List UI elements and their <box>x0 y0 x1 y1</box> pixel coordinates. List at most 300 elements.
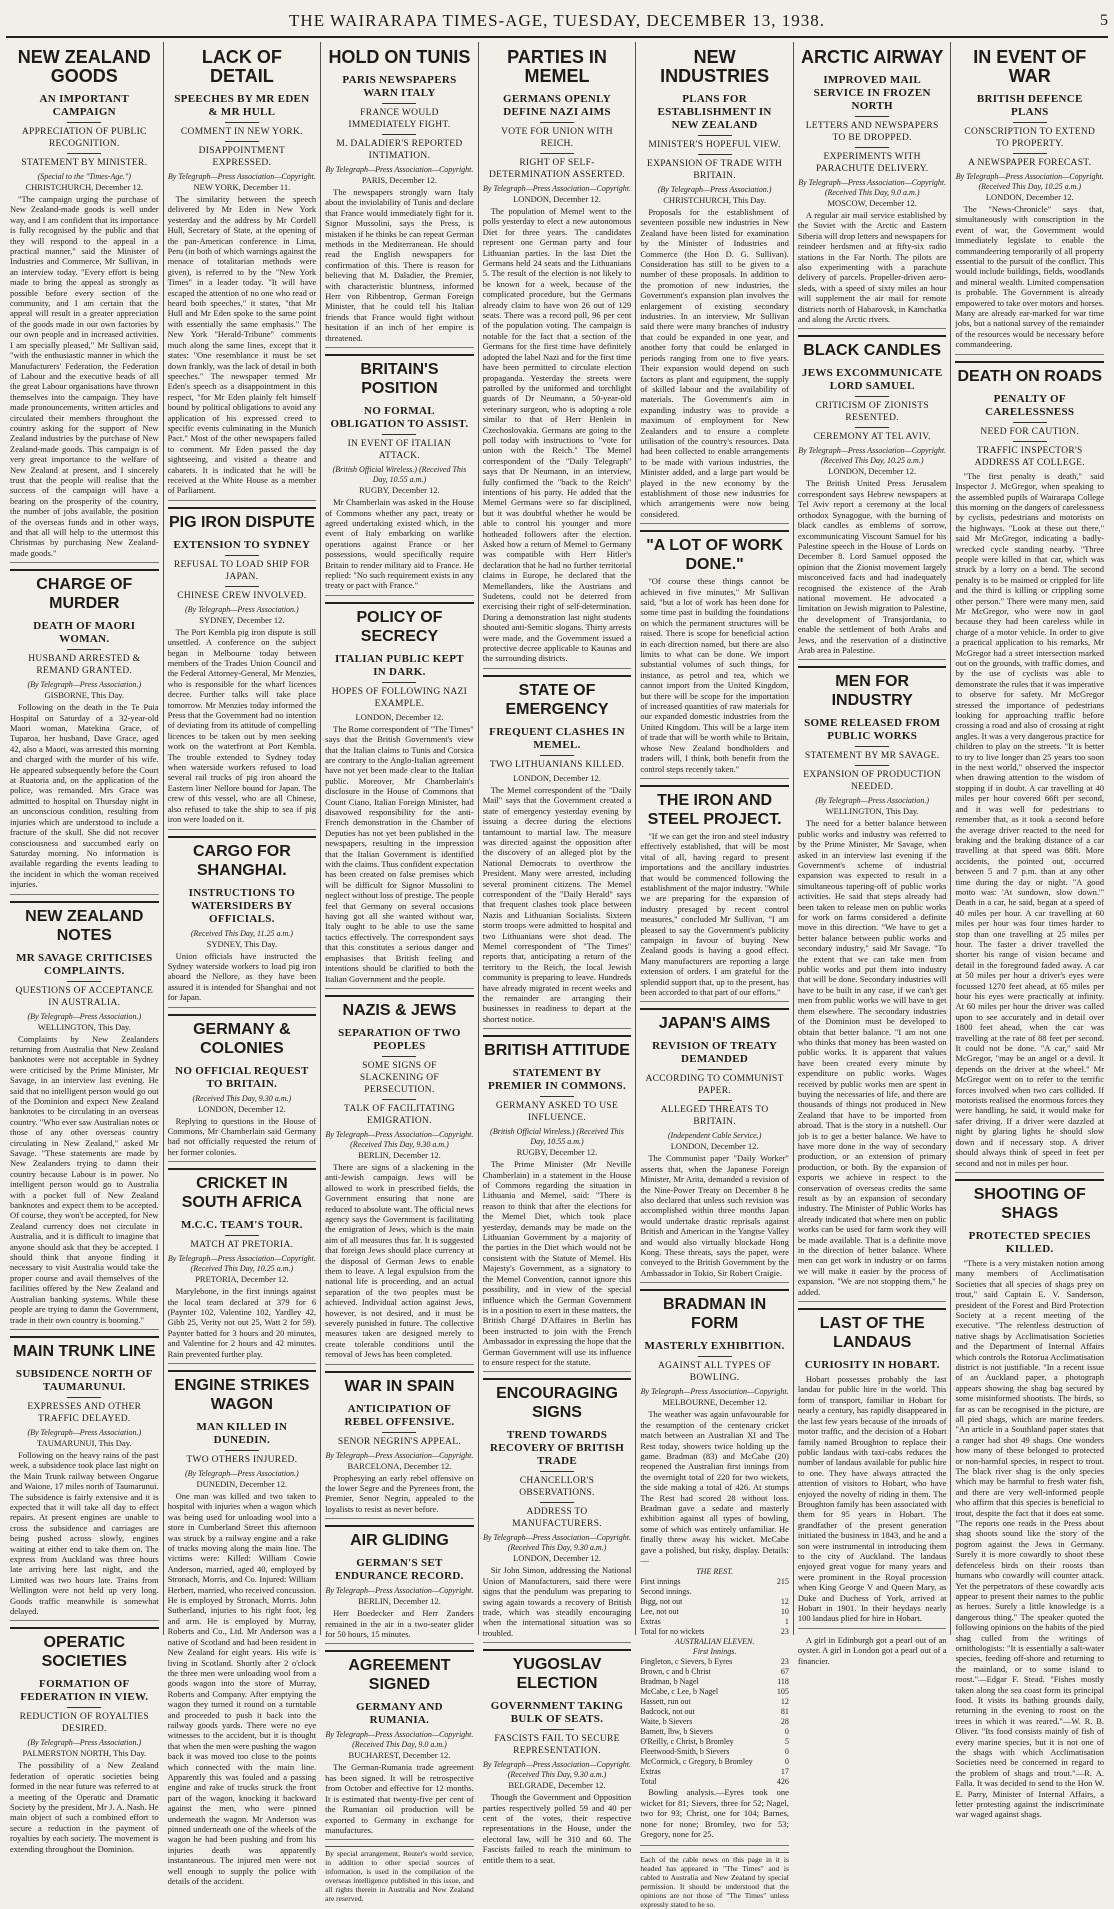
byline: (By Telegraph—Press Association.) <box>27 1427 142 1437</box>
divider-rule <box>67 153 101 154</box>
dateline: LONDON, December 12. <box>513 194 601 204</box>
subheading: SUBSIDENCE NORTH OF TAUMARUNUI. <box>15 1367 153 1393</box>
byline: By Telegraph—Press Association—Copyright. <box>325 165 474 174</box>
score-value: 0 <box>784 1757 789 1767</box>
article-body: A girl in Edinburgh got a pearl out of an oyster. A girl in London got a pearl out of a financier. <box>797 1634 947 1666</box>
subheading: JEWS EXCOMMUNICATE LORD SAMUEL <box>801 367 943 393</box>
subheading: HUSBAND ARRESTED & REMAND GRANTED. <box>28 654 141 677</box>
divider-rule <box>225 555 259 556</box>
byline: (By Telegraph—Press Association.) <box>27 1738 142 1748</box>
score-label: First innings <box>640 1577 681 1587</box>
score-row <box>640 1597 789 1607</box>
subheading: FORMATION OF FEDERATION IN VIEW. <box>20 1678 149 1704</box>
subheading: COMMENT IN NEW YORK. <box>180 127 303 137</box>
article-body: The Memel correspondent of the "Daily Mail" says that the Government created a state of emergency yesterday evening by issuing a decree during the elections tantamount to martial law. The measure was directed against the opposition after the discovery of an alleged plot by the National Democrats to overthrow the President. Many were arrested, including several prominent citizens. The Memel correspondent of the "Daily Herald" says that frequent clashes took place between Nazis and Lithuanian Socialists. Sixteen storm troops were admitted to hospital and two Lithuanians were shot dead. The Memel correspondent of "The Times" reports that, anticipating a return of the territory to the Reich, the local Jewish community is preparing to leave. Hundreds have already migrated in recent weeks and the remainder are arranging their businesses in readiness to depart at the shortest notice. <box>482 784 632 1024</box>
score-value: 118 <box>777 1677 789 1687</box>
article-body: The weather was again unfavourable for the resumption of the centenary cricket match between an Australian XI and The Rest today, showers twice holding up the game. Bradman (83) and McCabe (20) reopened the Australian first innings from the overnight total of 220 for two wickets, the side making a total of 426. At stumps The Rest had scored 28 without loss. Bradman gave a sedate and masterly exhibition against all types of bowling, some of which was entirely unfamiliar. He finally threw away his wicket. McCabe gave a polished, but risky, display. Details:— <box>640 1409 789 1565</box>
divider-rule <box>382 682 416 683</box>
divider-rule <box>698 1069 732 1070</box>
score-row <box>640 1667 789 1677</box>
dateline: LONDON, December 12. <box>197 1103 286 1114</box>
divider-rule <box>540 755 574 756</box>
subheading: PARIS NEWSPAPERS WARN ITALY <box>342 74 457 99</box>
byline: (By Telegraph—Press Association.) <box>815 796 930 806</box>
article-body: Mr Chamberlain was asked in the House of Commons whether any pact, treaty or agreed undertaking existed which, in the event of Italy embarking on warlike operations against France or her possessions, would specifically require Britain to render military aid to France. He replied: "No such requirement exists in any treaty or pact with France." <box>325 497 474 591</box>
subheading: EXPANSION OF TRADE WITH BRITAIN. <box>646 159 783 181</box>
score-label: Bradman, b Nagel <box>640 1677 699 1687</box>
subheading: M.C.C. TEAM'S TOUR. <box>180 1219 303 1232</box>
dateline: NEW YORK, December 11. <box>193 182 291 192</box>
headline: POLICY OF SECRECY <box>325 602 474 648</box>
dateline: BERLIN, December 12. <box>358 1149 441 1160</box>
column-4 <box>479 42 637 1865</box>
divider-rule <box>540 153 574 154</box>
divider-rule <box>1013 422 1047 423</box>
article-body: "There is a very mistaken notion among many members of Acclimatisation Societies that all species of shags prey on trout," said Captain E. V. Sanderson, president of the Forest and Bird Protection Society at a recent meeting of the executive. "The relentless destruction of native shags by Acclimatisation Societies and the Department of Internal Affairs which controls the Rotorua Acclimatisation district is not justifiable. "In a recent issue of an Auckland paper, a photograph appears showing the shag bag secured by some misinformed shootists. The birds, so far as can be recognised in the picture, are all pied shags, which are marine feeders. "An article in a Southland paper states that a ranger had shot 49 shags. One wonders how many of these belonged to protected or non-harmful species, in respect to trout. The black river shag is the only species which may be harmful to fresh water fish, and there are very well-informed people who affirm that this species is beneficial to trout, despite the fact that it does eat some. "The reports one reads in the Press about shag shoots sound like the story of the pogrom against the Jews in Germany. Surely it is more cowardly to shoot these defenceless birds on their roosts than humans who cowardly will counter attack. Yet the perpetrators of these cowardly acts appear to present their names to the public as heroes. Surely a little knowledge is a dangerous thing." The speaker quoted the following opinions on the habits of the pied shag culled from the writings of ornithologists: "It is essentially a salt-water species, feeding off-shore and returning to the mainland, or to some island to roost."—Edgar F. Stead. "Fishes mostly taken along the sea coast form its principal food. It visits its bathing grounds daily, returning in the evening to roost on the trees in which it was reared."—W. R. B. Oliver. "Its food consists mainly of fish of every marine species, but it is not one of the shags with which Acclimatisation Societies need be concerned in regard to the problem of shags and trout."—R. A. Falla. It was decided to send to the Hon W. E. Parry, Minister of Internal Affairs, a letter protesting against the indiscriminate war waged against shags. <box>955 1257 1105 1820</box>
divider-rule <box>225 122 259 123</box>
article <box>640 530 789 779</box>
byline: (British Official Wireless.) (Received This Day, 10.55 a.m.) <box>490 1127 624 1147</box>
masthead <box>6 6 1108 38</box>
divider-rule <box>225 1235 259 1236</box>
byline: (By Telegraph—Press Association.) <box>657 185 772 194</box>
score-value: 17 <box>780 1767 789 1777</box>
article-body: The German-Rumania trade agreement has been signed. It will be retrospective from October and effective for 12 months. It is estimated that twenty-five per cent of the Rumanian oil production will be exported to Germany in exchange for manufactures. <box>325 1762 474 1835</box>
dateline: WELLINGTON, This Day. <box>37 1021 131 1032</box>
article-body: Complaints by New Zealanders returning from Australia that New Zealand banknotes were not acceptable in Sydney were criticised by the Prime Minister, Mr Savage, in an interview last evening. He said that no intelligent person would go out of the Dominion and expect New Zealand banknotes to be circulating in an overseas country. "Who ever saw Australian notes or those of any other overseas country circulating in New Zealand," asked Mr Savage. "These statements are made by New Zealanders trying to damn their country because Labour is in power. No intelligent person would go to Australia with a pocket full of New Zealand banknotes and expect them to be accepted. Of course, they won't be accepted, for New Zealand currency does not circulate in Australia, and it is difficult to imagine that anyone should ask that they be accepted. I should think that anyone finding it necessary to visit Australia would take the proper course and avail themselves of the facilities offered by the New Zealand and Australian banking systems. While these people are trying to damn the Government, trade in their own country is booming." <box>10 1033 159 1325</box>
byline: (Received This Day, 11.25 a.m.) <box>190 928 293 938</box>
subheading: PENALTY OF CARELESSNESS <box>985 392 1075 418</box>
article-body: "The campaign urging the purchase of New Zealand-made goods is well under way, and I am confident that its importance is fully recognised by the public and that they will respond to the appeal in a practical manner," said the Minister of Industries and Commerce, Mr Sullivan, in an interview today. "Every effort is being made to bring the appeal as strongly as possible before every section of the community, and I am certain that the appeal will result in a greater appreciation of the goods made in our own factories by our own people and in increased activities. I am specially pleased," Mr Sullivan said, "with the enthusiastic manner in which the Manufacturers' Federation, the Federation of Labour and the executive heads of all the great Labour organisations have thrown themselves into the campaign. They have made pronouncements, written articles and circulated their members throughout the country asking for the support of New Zealand industries by the purchase of New Zealand-made goods. This campaign is of very great importance to the welfare of New Zealand at present, and I sincerely trust that the people will realise that the success of the campaign will have a bearing on the prosperity of the country, the number of jobs available, the position of the overseas funds and in other ways, and that all will help to the uttermost this Christmas by purchasing New Zealand-made goods." <box>10 194 159 558</box>
subheading: NO OFFICIAL REQUEST TO BRITAIN. <box>175 1064 309 1090</box>
scorecard-title: THE REST. <box>696 1567 733 1577</box>
score-value: 28 <box>780 1717 789 1727</box>
subheading: DISAPPOINTMENT EXPRESSED. <box>198 146 286 168</box>
score-value: 81 <box>780 1707 789 1717</box>
headline: GERMANY & COLONIES <box>168 1014 317 1060</box>
headline: MEN FOR INDUSTRY <box>798 666 947 712</box>
dateline: SYDNEY, December 12. <box>199 614 285 625</box>
divider-rule <box>540 1502 574 1503</box>
dateline: PALMERSTON NORTH, This Day. <box>22 1748 147 1759</box>
score-value: 12 <box>780 1597 789 1607</box>
divider-rule <box>540 122 574 123</box>
headline: ARCTIC AIRWAY <box>801 47 944 67</box>
subheading: STATEMENT BY MR SAVAGE. <box>804 751 940 762</box>
divider-rule <box>382 103 416 104</box>
score-value: 10 <box>780 1607 789 1617</box>
headline: SHOOTING OF SHAGS <box>955 1179 1104 1225</box>
article-body: The population of Memel went to the polls yesterday to elect a new autonomous Diet for three years. The candidates represent one German party and four Lithuanian parties. In the last Diet the Germans held 24 seats and the Lithuanians 5. The result of the election is not likely to be known for a week, because of the complicated procedure, but the Germans already claim to have won 26 out of 129 seats. There was a record poll, 96 per cent of the population voting. The campaign is notable for the fact that a section of the Germans for the first time have definitely adopted the label Nazi and for the first time have been permitted to circulate election propaganda. Yesterday the streets were patrolled by the uniformed and torchlight guards of Dr Neumann, a 50-year-old veterinary surgeon, who is adopting a role similar to that of Herr Henlein in Czechoslovakia. Germans are going to the poll today with instructions to "vote for union with the Reich." The Memel correspondent of the "Daily Telegraph" says that Dr Neumann, in an interview, fully confirmed the "back to the Reich" intentions of his party. He added that the Memel Germans were so far disciplined, but it was doubtful whether he would be able to control his younger and more hotheaded followers after the election. Asked how a return of Memel to Germany was compatible with Herr Hitler's declaration that he had no further territorial claims in Europe, he declared that the Memellanders, like the Austrians and Sudetens, could not be deterred from exercising their right of self-determination. During a demonstration last night students shouted anti-Semitic slogans. Thirty arrests were made, and the Government issued a protective decree applicable to Kaunas and the surrounding districts. <box>482 206 632 664</box>
score-label: Second innings. <box>640 1587 692 1597</box>
scorecard <box>640 1567 789 1839</box>
score-row <box>640 1757 789 1767</box>
masthead-title: THE WAIRARAPA TIMES-AGE, TUESDAY, DECEMBER 13, 1938. <box>289 11 825 30</box>
article <box>640 1008 789 1283</box>
score-value: 12 <box>780 1697 789 1707</box>
article <box>168 507 317 830</box>
score-row <box>640 1707 789 1717</box>
article-body: The possibility of a New Zealand federation of operatic societies being formed in the near future was referred to at a meeting of the Operatic and Dramatic Society by the president, Mr J. A. Nash. He main object of such a combined effort to secure a reduction in the payment of royalties by each society. The movement is extending throughout the Dominion. <box>10 1760 159 1854</box>
divider-rule <box>225 586 259 587</box>
divider-rule <box>540 1729 574 1730</box>
divider-rule <box>698 1356 732 1357</box>
article-body: Herr Boedecker and Herr Zanders remained in the air in a two-seater glider for 50 hours, 15 minutes. <box>325 1608 474 1640</box>
subheading: CHANCELLOR'S OBSERVATIONS. <box>519 1476 595 1499</box>
subheading: GOVERNMENT TAKING BULK OF SEATS. <box>490 1700 624 1726</box>
byline: (By Telegraph—Press Association.) <box>27 1011 142 1021</box>
article <box>325 1650 474 1840</box>
byline: By Telegraph—Press Association—Copyright. <box>483 184 631 193</box>
byline: By Telegraph—Press Association—Copyright. <box>640 1387 789 1397</box>
subheading: TRAFFIC INSPECTOR'S ADDRESS AT COLLEGE. <box>974 445 1085 468</box>
subheading: EXPRESSES AND OTHER TRAFFIC DELAYED. <box>27 1401 142 1424</box>
headline: NEW ZEALAND GOODS <box>17 47 151 86</box>
subheading: GERMANS OPENLY DEFINE NAZI AIMS <box>503 93 612 118</box>
headline: HOLD ON TUNIS <box>328 47 471 67</box>
score-label: Fingleton, c Sievers, b Eyres <box>640 1657 733 1667</box>
score-row <box>640 1727 789 1737</box>
byline: (By Telegraph—Press Association.) <box>27 680 142 690</box>
headline: PARTIES IN MEMEL <box>507 47 607 86</box>
subheading: SOME RELEASED FROM PUBLIC WORKS <box>804 717 941 743</box>
subheading: TWO LITHUANIANS KILLED. <box>489 759 625 770</box>
byline: By Telegraph—Press Association—Copyright. <box>167 172 316 181</box>
article-body: Union officials have instructed the Sydney waterside workers to load pig iron aboard the Nellore, as they have been assured it is intended for Shanghai and not for Japan. <box>167 950 317 1003</box>
article <box>168 1370 317 1890</box>
byline: By Telegraph—Press Association—Copyright. (Received This Day, 9.0 a.m.) <box>325 1730 474 1750</box>
divider-rule <box>698 154 732 155</box>
divider-rule <box>855 765 889 766</box>
article <box>798 335 947 660</box>
subheading: GERMANY ASKED TO USE INFLUENCE. <box>495 1101 619 1124</box>
headline: CHARGE OF MURDER <box>10 569 159 615</box>
article-body: The need for a better balance between public works and industry was referred to by the Prime Minister, Mr Savage, when asked in an interview last evening if the Government's scheme of industrial expansion was expected to result in a simultaneous tapering-off of public works activities. He said that steps already had been taken to release men on public works for work on farms considered a definite move in this direction. "We have to get a better balance between public works and secondary industry," said Mr Savage. "To the extent that we can take men from public works and put them into industry that will be done. Secondary industries will have to be built in any case, if we can't get men from public works we will have to get them elsewhere. The secondary industries of the Dominion must be developed to obtain that better balance. "I am not one who thinks that money has been wasted on public works. It is apparent that values have been created every minute by expenditure on public works. Wages received by public works men are spent in buying the necessaries of life, and there are thousands of things not produced in New Zealand that have to be imported from abroad. That is the story in a nutshell. Our job is to get a better balance. We have to have more done in the way of secondary production, or an extension of primary production, or both. By the expansion of exports we achieve in respect to the conservation of overseas credits the same result as by an expansion of secondary industry. The Minister of Public Works has already indicated that where men on public works can be used for farm work they will be made available. That is a definite move in the direction of better balance. Where men can get work in industry or on farms we will make it easier by the process of expansion. "We are not stopping them," he added. <box>797 818 947 1297</box>
article <box>798 44 947 329</box>
article-body: Following on the heavy rains of the past week, a subsidence took place last night on the Main Trunk railway between Ongarue and Waione, 17 miles north of Taumarunui. The subsidence is fairly extensive and it is expected that it will take all day to effect repairs. At present engines are unable to cross the subsidence and carriages are being pushed across slowly, engines waiting at either end to take them on. The express from Auckland was three hours late arriving here last night, and the Limited was two hours late. Trains from Wellington were not held up very long. Goods traffic meanwhile is somewhat delayed. <box>10 1449 159 1616</box>
headline: YUGOSLAV ELECTION <box>483 1649 632 1695</box>
score-row <box>640 1617 789 1627</box>
score-label: Extras <box>640 1767 661 1777</box>
subheading: ADDRESS TO MANUFACTURERS. <box>512 1507 602 1530</box>
divider-rule <box>1013 441 1047 442</box>
subheading: MR SAVAGE CRITICISES COMPLAINTS. <box>16 951 153 977</box>
score-label: O'Reilly, c Christ, b Bromley <box>640 1737 734 1747</box>
footnote: Each of the cable news on this page in it is headed has appeared in "The Times" and is cabled to Australia and New Zealand by special permission. It should be understood that the opinions are not those of "The Times" unless expressly stated to be so. <box>640 1852 789 1909</box>
subheading: CRITICISM OF ZIONISTS RESENTED. <box>815 401 929 424</box>
score-value: 23 <box>780 1627 789 1637</box>
footnote: By special arrangement, Reuter's world service, in addition to other special sources of information, is used in the compilation of the overseas intelligence published in this issue, and all rights therein in Australia and New Zealand are reserved. <box>325 1846 474 1903</box>
subheading: SENOR NEGRIN'S APPEAL. <box>337 1436 461 1447</box>
score-row <box>640 1677 789 1687</box>
subheading: EXPANSION OF PRODUCTION NEEDED. <box>803 770 942 793</box>
divider-rule <box>540 1096 574 1097</box>
subheading: RIGHT OF SELF-DETERMINATION ASSERTED. <box>488 158 626 180</box>
subheading: TWO OTHERS INJURED. <box>186 1455 298 1465</box>
article <box>798 1308 947 1629</box>
subheading: PLANS FOR ESTABLISHMENT IN NEW ZEALAND <box>657 93 772 131</box>
score-row <box>640 1697 789 1707</box>
subheading: CONSCRIPTION TO EXTEND TO PROPERTY. <box>964 127 1096 149</box>
bowling-analysis: Bowling analysis.—Eyres took one wicket for 81; Sievers, three for 52; Nagel, two for 93; Christ, one for 104; Barnes, none for none; Bromley, two for 53; Gregory, none for 25. <box>640 1787 789 1839</box>
subheading: APPRECIATION OF PUBLIC RECOGNITION. <box>21 127 147 149</box>
dateline: RUGBY, December 12. <box>516 1147 598 1158</box>
divider-rule <box>67 1397 101 1398</box>
subheading: NO FORMAL OBLIGATION TO ASSIST. <box>330 405 469 431</box>
score-row <box>640 1747 789 1757</box>
subheading: CURIOSITY IN HOBART. <box>804 1359 940 1372</box>
subheading: BRITISH DEFENCE PLANS <box>976 93 1083 118</box>
byline: By Telegraph—Press Association—Copyright. (Received This Day, 10.25 a.m.) <box>955 172 1104 191</box>
article-body: "Of course these things cannot be achieved in five minutes," Mr Sullivan said, "but a lot of work has been done for some time past in building the foundations on which the permanent structures will be raised. There is scope for beneficial action in each direction named, but there are also limits to what can be done. We import substantial volumes of such things, for instance, as petrol and tea, which we cannot import from the United Kingdom, but there will be scope for the importation of increased quantities of raw materials for our expanded domestic industries from the United Kingdom. This will be a large item of trade that will be worth while to Britain, whose New Zealand bondholders and traders will, I think, both benefit from the control steps recently taken." <box>640 576 789 774</box>
article-body: "The first penalty is death," said Inspector J. McGregor, when speaking to the assembled pupils of Wairarapa College this morning on the dangers of carelessness by cyclists, pedestrians and motorists on the highways. "Look at these out there," said Mr McGregor, indicating a badly-wrecked cycle standing nearby. "Three people were killed in that car, which was struck by a lorry on a bend. The second penalty is to be maimed or crippled for life and the third is killing or crippling some other person." There were many men, said Mr McGregor, who were now in gaol because they had been careless while in charge of a motor vehicle. In order to give a practical application to his remarks, Mr McGregor had a street intersection marked out on the grounds, with traffic domes, and by the use of cyclists was able to demonstrate the rules that it was imperative to observe for safety. Mr McGregor stressed the importance of pedestrians looking for approaching traffic before crossing a road and also of crossing at right angles. It was a very dangerous practice for children to play on the streets. "It is better to try to live longer than 25 years too soon in the next world," observed the inspector when drawing attention to the wisdom of stopping if in doubt. A car travelling at 40 miles per hour covered 66ft per second, and it was well for pedestrians to remember that, as it took a second before the average driver reacted to the need for braking and the braking distance of a car travelling at that speed was 88ft. More accidents, the pointed out, occurred between 5 and 7 p.m. than at any other time during the day or night. "A good motto was: 'At sundown, slow down.'" Death in a car, he said, began at a speed of 40 miles per hour. A car travelling at 60 miles per hour was four times harder to stop than one travelling at 25 miles per hour. The faster a driver travelled the shorter his range of vision became and detail in the foreground faded away. A car at 50 miles per hour a driver's eyes were focussed 1270 feet ahead, at 65 miles per hour his eyes were practically at infinity. At 60 miles per hour the driver was called upon to see accurately and in detail over 1800 feet ahead, when the car was travelling at the rate of 88 feet per second. It could not be done. "A car," said Mr McGregor, "may be an angel or a devil. It depends on the driver at the wheel." Mr McGregor went on to refer to the terrific forces involved when two cars collided. If motorists realised the enormous forces they were handling, he said, it would make for safer driving. If a driver were dazzled at night by glaring lights he should slow down and if necessary stop. A driver should always think of speed in feet per second and not in miles per hour. <box>955 470 1105 1168</box>
article-body: Prophesying an early rebel offensive on the lower Segre and the Pyrenees front, the Premier, Senor Negrin, appealed to the loyalists to resist as never before. <box>325 1472 474 1514</box>
score-label: Lee, not out <box>640 1607 679 1617</box>
subheading: VOTE FOR UNION WITH REICH. <box>501 127 613 149</box>
score-value: 67 <box>780 1667 789 1677</box>
dateline: LONDON, December 12. <box>513 772 601 783</box>
headline: LACK OF DETAIL <box>201 47 282 86</box>
subheading: TREND TOWARDS RECOVERY OF BRITISH TRADE <box>489 1429 625 1468</box>
subheading: GERMANY AND RUMANIA. <box>355 1701 443 1727</box>
score-value: 23 <box>780 1657 789 1667</box>
article <box>483 1378 632 1643</box>
dateline: GISBORNE, This Day. <box>44 690 125 701</box>
divider-rule <box>540 1471 574 1472</box>
subheading: REFUSAL TO LOAD SHIP FOR JAPAN. <box>173 559 310 582</box>
headline: BRADMAN IN FORM <box>640 1289 789 1335</box>
scorecard-subtitle: First Innings. <box>692 1647 737 1657</box>
divider-rule <box>855 147 889 148</box>
headline: ENGINE STRIKES WAGON <box>168 1370 317 1416</box>
byline: By Telegraph—Press Association—Copyright. (Received This Day, 9.30 a.m.) <box>483 1533 631 1553</box>
score-value: 1 <box>784 1617 789 1627</box>
dateline: MELBOURNE, December 12. <box>662 1397 767 1408</box>
subheading: INSTRUCTIONS TO WATERSIDERS BY OFFICIALS. <box>188 886 296 925</box>
headline: STATE OF EMERGENCY <box>483 675 632 721</box>
headline: PIG IRON DISPUTE <box>168 507 317 534</box>
subheading: PROTECTED SPECIES KILLED. <box>968 1229 1091 1255</box>
article <box>955 361 1104 1173</box>
byline: By Telegraph—Press Association—Copyright. (Received This Day, 10.25 a.m.) <box>798 446 947 466</box>
article-body: A regular air mail service established by the Soviet with the Arctic and Eastern Siberia will drop letters and newspapers for reindeer herdsmen and at fifty-six radio stations in the Far North. The pilots are also experimenting with a parachute delivery of parcels. Propeller-driven aero-sleds, with a speed of sixty miles an hour will supplement the air mail for remote districts north of Habarovsk, in Kamchatka and along the Arctic rivers. <box>797 210 947 325</box>
subheading: TALK OF FACILITATING EMIGRATION. <box>343 1103 455 1126</box>
article-body: The Rome correspondent of "The Times" says that the British Government's view that the Italian claims to Tunis and Corsica are contrary to the Anglo-Italian agreement have not yet been made clear to the Italian public. Moreover, Mr Chamberlain's disclosure in the House of Commons that Count Ciano, Italian Foreign Minister, had disavowed responsibility for the anti-French demonstration in the Chamber of Deputies has not yet been published in the newspapers, resulting in the impression that the Italian Government is identified with the claims. Thus confident expectation has been created on false premises which will be difficult for Signor Mussolini to neglect without loss of prestige. The people feel that Germany on several occasions having got all she wanted without war, Italy ought to be able to use the same tactics effectively. The correspondent says that this constitutes a serious danger and emphasises that British feeling and intentions should be clarified to both the Italian Government and the people. <box>325 723 474 984</box>
score-row <box>640 1657 789 1667</box>
article <box>640 785 789 1003</box>
subheading: MAN KILLED IN DUNEDIN. <box>196 1421 288 1446</box>
subheading: DEATH OF MAORI WOMAN. <box>33 620 136 646</box>
subheading: IN EVENT OF ITALIAN ATTACK. <box>347 439 452 462</box>
byline: (British Official Wireless.) (Received This Day, 10.55 a.m.) <box>332 465 467 485</box>
headline: IN EVENT OF WAR <box>973 47 1087 86</box>
divider-rule <box>1013 122 1047 123</box>
headline: NEW INDUSTRIES <box>660 47 770 86</box>
dateline: LONDON, December 12. <box>355 711 444 722</box>
article-body: The similarity between the speech delivered by Mr Eden in New York yesterday and the address by Mr Cordell Hull, Secretary of State, at the opening of the pan-American conference in Lima, Peru (in both of which warnings against the menace of totalitarian methods were given), is referred to by the "New York Times" in a leader today. "It will have escaped the attention of no one who read or heard both speeches," it states, "that Mr Hull and Mr Eden spoke to the same point with essentially the same emphasis." The New York "Herald-Tribune" comments much along the same lines, except that it states: "One resemblance it must be set down frankly, was the lack of detail in both speeches." The newspaper termed Mr Eden's speech as a disappointment in this respect, "for Mr Eden plainly felt himself bound by political obligations to avoid any application of his expressed creed to specific events culminating in the Munich Pact." Most of the other newspapers failed to comment. Mr Eden passed the day sightseeing, and visited a theatre and cabarets. It is indicated that he will be received at the White House as a member of Parliament. <box>167 194 317 496</box>
article-body: Though the Government and Opposition parties respectively polled 59 and 40 per cent of the votes, their respective representations in the House, under the electoral law, will be 310 and 60. The Fascists failed to reach the minimum to entitle them to a seat. <box>482 1792 632 1865</box>
score-row <box>640 1777 789 1787</box>
article-body: The Prime Minister (Mr Neville Chamberlain) in a statement in the House of Commons regarding the situation in Lithuania and Memel, said: "There is reason to think that after the elections for the Memel Diet, which took place yesterday, demands may be made on the Lithuanian Government by a majority of the parties in the Diet which would not be consistent with the Statute of Memel. His Majesty's Government, as a signatory to the Memel Convention, cannot ignore this possibility, and in view of the special influence which the German Government is in a position to exert in these matters, the British Chargé D'Affaires in Berlin has been instructed to join with the French Ambassador in expressing the hope that the German Government will use its influence to ensure respect for the statute. <box>482 1159 632 1367</box>
divider-rule <box>382 1099 416 1100</box>
headline: ENCOURAGING SIGNS <box>483 1378 632 1424</box>
article <box>168 44 317 501</box>
headline: NAZIS & JEWS <box>325 995 474 1022</box>
subheading: MINISTER'S HOPEFUL VIEW. <box>648 140 781 150</box>
subheading: NEED FOR CAUTION. <box>980 426 1080 437</box>
subheading: CEREMONY AT TEL AVIV. <box>813 432 931 443</box>
dateline: DUNEDIN, December 12. <box>196 1479 288 1489</box>
headline: WAR IN SPAIN <box>325 1371 474 1398</box>
article-body: Hobart possesses probably the last landau for public hire in the world. This form of transport, familiar in Hobart for nearly a century, has rapidly disappeared in the last few years because of the inroads of motor traffic, and the decision of a Hobart family named Broughton to replace their public landaus with taxi-cabs reduces the number of landaus available for public hire to one. They have always attracted the attention of visitors to Hobart, who have enjoyed the novelty of riding in them. The Broughton family has been associated with them for 95 years in Hobart. The grandfather of the present generation initiated the business in 1843, and he and a son were instrumental in introducing them to the city of Auckland. The landaus enjoyed great vogue for many years and were prominent in the Royal procession when King George V and Queen Mary, as Duke and Duchess of York, arrived at Hobart in 1901. In their heydays nearly 100 landaus plied for hire in Hobart. <box>797 1374 947 1624</box>
divider-rule <box>67 649 101 650</box>
byline: (Received This Day, 9.30 a.m.) <box>192 1093 292 1103</box>
divider-rule <box>67 1707 101 1708</box>
score-label: McCabe, c Lee, b Nagel <box>640 1687 719 1697</box>
article <box>168 1014 317 1163</box>
article <box>325 354 474 596</box>
divider-rule <box>67 122 101 123</box>
score-label: Brown, c and b Christ <box>640 1667 711 1677</box>
subheading: EXPERIMENTS WITH PARACHUTE DELIVERY. <box>816 152 929 174</box>
dateline: PARIS, December 12. <box>361 175 438 185</box>
article <box>325 1525 474 1644</box>
column-6 <box>794 42 952 1666</box>
headline: AIR GLIDING <box>325 1525 474 1552</box>
headline: OPERATIC SOCIETIES <box>10 1627 159 1673</box>
byline: (Special to the "Times-Age.") <box>37 172 131 181</box>
byline: (By Telegraph—Press Association.) <box>185 604 299 614</box>
subheading: ITALIAN PUBLIC KEPT IN DARK. <box>334 652 464 678</box>
article <box>798 666 947 1302</box>
score-row <box>640 1737 789 1747</box>
divider-rule <box>225 141 259 142</box>
article <box>483 1035 632 1372</box>
score-value: 426 <box>776 1777 789 1787</box>
score-label: Barnett, lbw, b Sievers <box>640 1727 713 1737</box>
score-row <box>640 1627 789 1637</box>
article-body: Proposals for the establishment of seventeen possible new industries in New Zealand have been listed for examination by the Minister of Industries and Commerce (the Hon D. G. Sullivan). Consideration has still to be given to a number of these proposals. In addition to the promotion of new industries, the Government's expansion plan involves the enlargement of existing secondary industries. In an interview, Mr Sullivan said there were many branches of industry that could be expanded in one year, and another forty that could be enlarged in periods ranging from one to five years. Their expansion would depend on such factors as plant and equipment, the supply of skilled labour and the availability of materials. The Government's aim in expanding industry was to provide a maximum of employment for New Zealanders and to ensure a complete utilisation of the country's resources. Data had been collected to enable arrangements to be made with various industries, the Minister added, and a large part would be played in the new economy by the establishment of those new industries for which arrangements were now being considered. <box>640 207 789 519</box>
subheading: A NEWSPAPER FORECAST. <box>968 158 1092 168</box>
subheading: QUESTIONS OF ACCEPTANCE IN AUSTRALIA. <box>15 985 154 1008</box>
subheading: FRANCE WOULD IMMEDIATELY FIGHT. <box>348 108 451 130</box>
dateline: LONDON, December 12. <box>828 466 917 477</box>
subheading: ALLEGED THREATS TO BRITAIN. <box>660 1105 769 1128</box>
score-label: Waite, b Sievers <box>640 1717 693 1727</box>
article-body: The "News-Chronicle" says that, simultaneously with conscription in the event of war, the Government would immediately legislate to enable the commandeering temporarily of all property essential to the pursuit of the conflict. This would include buildings, fields, woodlands and mineral wealth. Limited compensation is probable. The Government is already empowered to take over motors and horses. Many are already ear-marked for war time jobs, but a national survey of the remainder of the resources would be necessary before commandeering. <box>955 204 1105 350</box>
score-label: Badcock, not out <box>640 1707 695 1717</box>
article-body: One man was killed and two taken to hospital with injuries when a wagon which was being used for unloading wool into a store in Cumberland Street this afternoon was struck by a railway engine and a rake of trucks moving along the main line. The victims were: Killed: William Cowie Anderson, married, aged 40, employed by Stronach, Morris, and Co. Injured: William Herbert, married, who received concussion. He is employed by Stronach, Morris. John Sutherland, injuries to his right foot, leg and arm. He is employed by Murray, Roberts and Co., Ltd. Mr Anderson was a native of Scotland and had been resident in New Zealand for eight years. His wife is living in Scotland. Shortly after 2 o'clock the three men were unloading wool from a goods wagon into the store of Murray, Roberts and Company. After emptying the wagon they turned it round on a turntable and proceeded to push it back into the railway goods yards. There were no eye witnesses to the accident, but it is thought that when the men were pushing the wagon back it was moved too close to the points which connected with the main line. Apparently this was fouled and a passing engine and rake of trucks struck the front part of the wagon, knocking it backward against the men, who were pinned underneath the wagon. Mr Anderson was pinned underneath one of the wheels of the wagon he had been pushing and from his injuries death was apparently instantaneous. The injured men were not well enough to supply the police with details of the accident. <box>167 1491 317 1887</box>
headline: DEATH ON ROADS <box>955 361 1104 388</box>
score-value: 0 <box>784 1727 789 1737</box>
article-body: The British United Press Jerusalem correspondent says Hebrew newspapers at Tel Aviv report a ceremony at the local orthodox Synagogue, with the burning of black candles as emblems of sorrow, excommunicating Viscount Samuel for his Palestine speech in the House of Lords on December 8. Lord Samuel opposed the opinion that the Zionist movement largely misconceived facts and had inadequately recognised the existence of the Arab national movement. He advocated a limitation on Jewish migration to Palestine, the development of Transjordania, to enable the settlement of both Arabs and Jews, and the reservation of a distinctive Arab area in Palestine. <box>797 478 947 655</box>
article <box>640 44 789 524</box>
score-label: Hassett, run out <box>640 1697 691 1707</box>
byline: By Telegraph—Press Association—Copyright. (Received This Day, 9.0 a.m.) <box>798 178 947 197</box>
subheading: SPEECHES BY MR EDEN & MR HULL <box>174 93 310 118</box>
divider-rule <box>855 746 889 747</box>
article <box>325 602 474 989</box>
dateline: LONDON, December 12. <box>670 1141 759 1152</box>
article-body: Marylebone, in the first innings against the local team declared at 379 for 6 (Paynter 102, Valentine 102, Yardley 42, Gibb 25, Verity not out 25, Watt 2 for 59). Paynter batted for 3 hours and 20 minutes, and Valentine for 2 hours and 42 minutes. Rain prevented further play. <box>167 1286 317 1359</box>
article <box>168 836 317 1008</box>
column-7 <box>951 42 1108 1820</box>
score-row <box>640 1687 789 1697</box>
score-value: 105 <box>776 1687 789 1697</box>
article-body: "If we can get the iron and steel industry effectively established, that will be most vital of all, having regard to present importations and the ancillary industries that would be commenced following the establishment of the major industry. "While we are preparing for the expansion of industry presaged by recent control measures," concluded Mr Sullivan, "I am pleased to say the Government's publicity campaign in favour of buying New Zealand goods is having a good effect. Many manufacturers are reporting a large extension of orders. I am grateful for the splendid support that, up to the present, has been accorded to that part of our efforts." <box>640 830 789 997</box>
divider-rule <box>382 1056 416 1057</box>
subheading: FASCISTS FAIL TO SECURE REPRESENTATION. <box>494 1734 620 1757</box>
byline: (Independent Cable Service.) <box>667 1131 762 1141</box>
subheading: LETTERS AND NEWSPAPERS TO BE DROPPED. <box>805 121 939 143</box>
divider-rule <box>855 427 889 428</box>
article <box>640 1289 789 1846</box>
score-label: McCormick, c Gregory, b Bromley <box>640 1757 753 1767</box>
score-label: Total for no wickets <box>640 1627 705 1637</box>
byline: By Telegraph—Press Association—Copyright. (Received This Day, 9.30 a.m.) <box>483 1760 631 1780</box>
divider-rule <box>698 1100 732 1101</box>
subheading: HOPES OF FOLLOWING NAZI EXAMPLE. <box>331 686 468 709</box>
article <box>10 901 159 1330</box>
column-5 <box>636 42 794 1909</box>
headline: LAST OF THE LANDAUS <box>798 1308 947 1354</box>
article <box>483 675 632 1029</box>
article <box>955 44 1104 355</box>
article <box>10 1336 159 1622</box>
dateline: WELLINGTON, This Day. <box>825 806 919 817</box>
dateline: BERLIN, December 12. <box>358 1596 441 1607</box>
dateline: LONDON, December 12. <box>985 192 1074 202</box>
article <box>10 44 159 563</box>
scorecard-title: AUSTRALIAN ELEVEN. <box>674 1637 755 1647</box>
article <box>325 1371 474 1520</box>
divider-rule <box>67 981 101 982</box>
dateline: CHRISTCHURCH, This Day. <box>663 195 766 205</box>
dateline: CHRISTCHURCH, December 12. <box>25 182 144 192</box>
divider-rule <box>382 434 416 435</box>
article <box>325 44 474 348</box>
subheading: SEPARATION OF TWO PEOPLES <box>338 1026 461 1052</box>
score-label: Extras <box>640 1617 661 1627</box>
article <box>10 1627 159 1858</box>
columns <box>6 42 1108 1909</box>
subheading: STATEMENT BY MINISTER. <box>21 158 148 168</box>
article-body: Following on the death in the Te Puia Hospital on Saturday of a 32-year-old Maori woman, Matekina Grace, of Tuparoa, her husband, Dave Grace, aged 42, also a Maori, was arrested this morning and charged with the murder of his wife. He appeared subsequently before the Court at Ruatoria and, on the application of the police, was remanded. Mrs Grace was admitted to hospital on Thursday night in an unconscious condition, resulting from injuries which are understood to include a fracture of the skull. She did not recover consciousness and succumbed early on Saturday morning. No information is available regarding the events leading to the incident in which the woman received injuries. <box>10 702 159 890</box>
article <box>168 1168 317 1364</box>
divider-rule <box>382 134 416 135</box>
article-body: The Communist paper "Daily Worker" asserts that, when the Japanese Foreign Minister, Mr Arita, demanded a revision of the Nine-Power Treaty on December 8 he also declared that unless such revision was accomplished within three months Japan would undertake drastic reprisals against British and American in the Yangtse Valley and would also virtually blockade Hong Kong. These threats, says the paper, were conveyed to the British Government by the Ambassador in Tokio, Sir Robert Craigie. <box>640 1153 789 1278</box>
subheading: FREQUENT CLASHES IN MEMEL. <box>489 725 625 751</box>
byline: By Telegraph—Press Association—Copyright. (Received This Day, 10.25 a.m.) <box>167 1254 316 1274</box>
subheading: IMPROVED MAIL SERVICE IN FROZEN NORTH <box>813 74 931 112</box>
byline: (By Telegraph—Press Association.) <box>185 1469 299 1478</box>
headline: THE IRON AND STEEL PROJECT. <box>640 785 789 831</box>
score-row <box>640 1607 789 1617</box>
headline: BRITAIN'S POSITION <box>325 354 474 400</box>
dateline: SYDNEY, This Day. <box>206 938 278 949</box>
article-body: Replying to questions in the House of Commons, Mr Chamberlain said Germany had not officially requested the return of her former colonies. <box>167 1115 317 1157</box>
article <box>955 1179 1104 1824</box>
article <box>325 995 474 1365</box>
headline: "A LOT OF WORK DONE." <box>640 530 789 576</box>
byline: By Telegraph—Press Association—Copyright. <box>325 1450 474 1460</box>
subheading: AN IMPORTANT CAMPAIGN <box>39 93 130 118</box>
article <box>483 1649 632 1869</box>
headline: BRITISH ATTITUDE <box>483 1035 632 1062</box>
headline: BLACK CANDLES <box>798 335 947 362</box>
subheading: AGAINST ALL TYPES OF BOWLING. <box>657 1361 772 1384</box>
subheading: REDUCTION OF ROYALTIES DESIRED. <box>19 1712 149 1735</box>
